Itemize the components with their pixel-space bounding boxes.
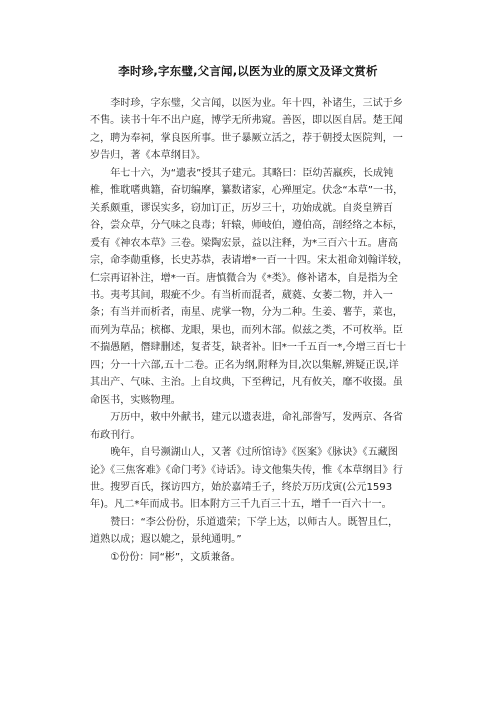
paragraph: 万历中，敕中外献书，建元以遗表进，命礼部誊写，发两京、各省布政刊行。 [90,412,403,441]
paragraph: 晚年，自号濒湖山人，又著《过所馆诗》《医案》《脉诀》《五藏图论》《三焦客难》《命门考》《诗话》。诗文他集失传，惟《本草纲目》行世。搜罗百氏，探访四方，始於嘉靖壬子，终於万历戊寅(公元1593年)。凡二*年而成书。旧本附方三千九百三十五，增千一百六十一。 [90,447,403,511]
page-title: 李时珍,字东璧,父言闻,以医为业的原文及译文赏析 [118,64,378,78]
paragraph: 李时珍，字东璧，父言闻，以医为业。年十四，补诸生，三试于乡不售。读书十年不出户庭，博学无所弗窥。善医，即以医自居。楚王闻之，聘为奉祠，掌良医所事。世子暴厥立活之，荐于朝授太医院判，一岁告归，著《本草纲目》。 [90,98,403,162]
article-body [90,95,408,566]
paragraph: 赞曰：“李公份份，乐道遗荣；下学上达，以师古人。既智且仁，道熟以成；遐以媲之，景纯通明。” [90,516,399,546]
paragraph: 年七十六，为“遗表”授其子建元。其略曰：臣幼苦羸疾，长成钝椎，惟耽嗜典籍，奋切编摩，纂数诸家，心殚厘定。伏念“本草”一书，关系颇重，谬误实多，窃加订正，历岁三十，功始成就。自炎皇辨百谷，尝众草，分气味之良毒；轩辕，师岐伯，遵伯高，剖经络之本标，爰有《神农本草》三卷。梁陶宏景，益以注释，为*三百六十五。唐高宗，命李勣重修，长史苏恭，表请增*一百一十四。宋太祖命刘翰详较，仁宗再诏补注，增*一百。唐慎微合为《*类》。修补诸本，自是指为全书。夷考其间，瑕疵不少。有当析而混者，葳蕤、女萎二物，并入一条；有当并而析者，南星、虎掌一物，分为二种。生姜、薯芋，菜也，而列为草品；槟榔、龙眼，果也，而列木部。似兹之类，不可枚举。臣不揣愚陋，僭肆删述，复者芟，缺者补。旧*一千五百一*,今增三百七十四；分一十六部,五十二卷。正名为纲,附释为目,次以集解,辨疑正误,详其出产、气味、主治。上自坟典，下至稗记，凡有攸关，靡不收掇。虽命医书，实赅物理。 [90,167,408,406]
footnote: ①份份：同“彬”，文质兼备。 [110,551,241,563]
